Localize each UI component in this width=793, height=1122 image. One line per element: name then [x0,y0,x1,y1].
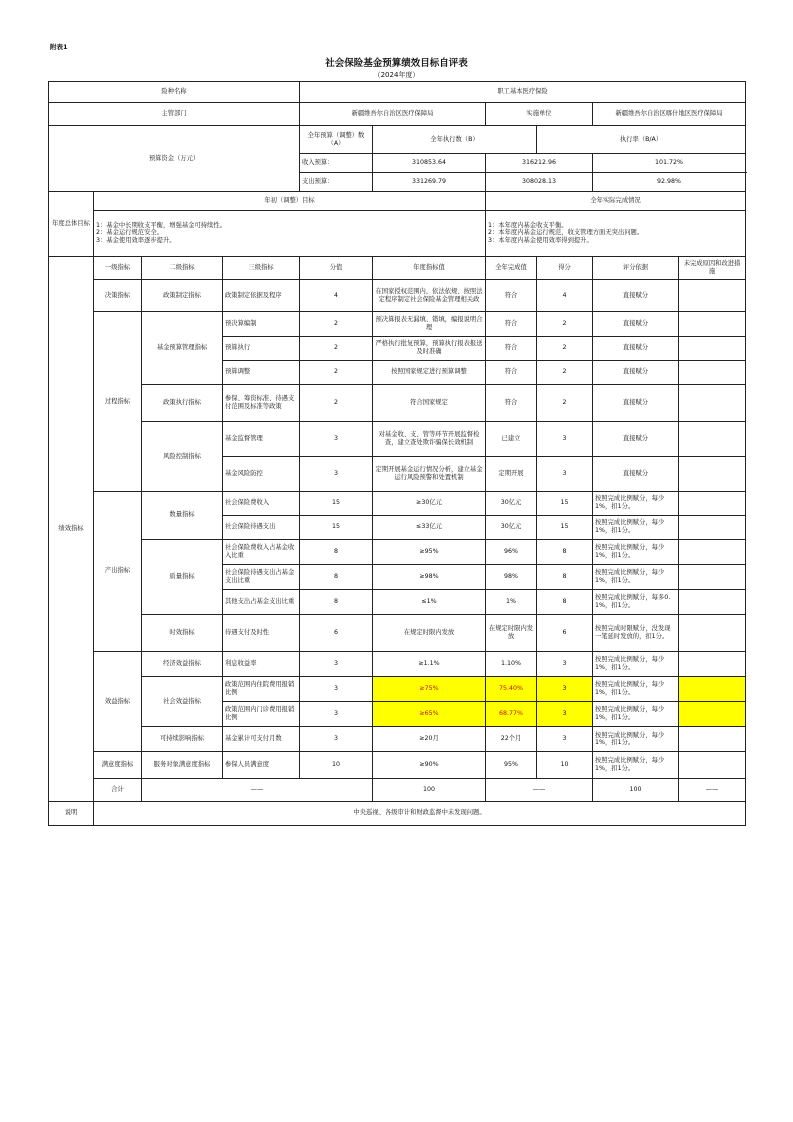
got-cell: 15 [537,491,593,515]
target-cell: 在国家授权范围内，依法依规、按照法定程序制定社会保险基金管理相关政 [373,280,486,312]
total-got: 100 [593,778,679,801]
actual-cell: 符合 [486,336,537,360]
target-cell: 对基金收、支、管等环节开展监督检查，建立查处欺诈骗保长效机制 [373,422,486,457]
score-cell: 8 [300,590,373,615]
reason-cell [679,702,746,727]
target-cell: 严格执行批复预算，预算执行报表报送及时准确 [373,336,486,360]
level3-cell: 社会保险费收入 [223,491,300,515]
score-cell: 3 [300,727,373,752]
got-cell: 15 [537,515,593,539]
unit-label: 实施单位 [486,102,593,125]
actual-cell: 符合 [486,384,537,422]
basis-cell: 按照完成比例赋分，每少1%，扣1分。 [593,651,679,676]
note-text: 中央巡视、各级审计和财政监督中未发现问题。 [94,801,746,825]
level1-output: 产出指标 [94,491,142,651]
target-cell: 在规定时限内发放 [373,615,486,652]
total-dash-right: —— [679,778,746,801]
level3-cell: 预算调整 [223,360,300,384]
level3-cell: 其他支出占基金支出比重 [223,590,300,615]
reason-cell [679,312,746,336]
attachment-label: 附表1 [50,43,68,51]
annual-actual-text: 1：本年度内基金收支平衡。 2：本年度内基金运行规范，收支管理方面无突出问题。 3：本年度内基金使用效率得到提升。 [486,210,746,256]
basis-cell: 直接赋分 [593,280,679,312]
table-row [49,615,746,652]
got-cell: 3 [537,702,593,727]
income-b: 316212.96 [486,154,593,173]
score-cell: 3 [300,651,373,676]
actual-cell: 98% [486,564,537,589]
evaluation-table [48,81,746,826]
score-cell: 15 [300,515,373,539]
reason-cell [679,727,746,752]
basis-cell: 直接赋分 [593,384,679,422]
target-cell: ≥65% [373,702,486,727]
fund-type-row [49,82,746,103]
actual-cell: 30亿元 [486,491,537,515]
score-cell: 4 [300,280,373,312]
got-cell: 3 [537,727,593,752]
reason-cell [679,515,746,539]
level3-cell: 利息收益率 [223,651,300,676]
basis-cell: 直接赋分 [593,360,679,384]
table-row [49,280,746,312]
basis-cell: 直接赋分 [593,457,679,492]
level1-satisfaction: 满意度指标 [94,752,142,778]
got-cell: 10 [537,752,593,778]
target-cell: ≥30亿元 [373,491,486,515]
income-a: 310853.64 [373,154,486,173]
got-cell: 8 [537,564,593,589]
target-cell: 按照国家规定进行预算调整 [373,360,486,384]
actual-cell: 符合 [486,312,537,336]
score-cell: 2 [300,384,373,422]
header-level2: 二级指标 [142,256,223,279]
table-row [49,491,746,515]
target-cell: 预决算报表无漏填、错填，编报说明合理 [373,312,486,336]
income-label: 收入预算： [300,154,373,173]
income-rate: 101.72% [593,154,746,173]
expense-a: 331269.79 [373,173,486,192]
level2-policy-exec: 政策执行指标 [142,384,223,422]
basis-cell: 按照完成比例赋分，每多0.1%，扣1分。 [593,590,679,615]
target-cell: ≥20月 [373,727,486,752]
unit-value: 新疆维吾尔自治区喀什地区医疗保障局 [593,102,746,125]
level3-cell: 社会保险待遇支出占基金支出比重 [223,564,300,589]
dept-label: 主管部门 [49,102,300,125]
score-cell: 8 [300,564,373,589]
basis-cell: 按照完成比例赋分，每少1%，扣1分。 [593,539,679,564]
reason-cell [679,651,746,676]
page-year: （2024年度） [373,71,420,79]
basis-cell: 按照完成比例赋分，每少1%，扣1分。 [593,677,679,702]
got-cell: 4 [537,280,593,312]
table-row [49,752,746,778]
reason-cell [679,539,746,564]
level2-sustain: 可持续影响指标 [142,727,223,752]
table-row [49,422,746,457]
reason-cell [679,384,746,422]
header-basis: 评分依据 [593,256,679,279]
level2-policy-basis: 政策制定指标 [142,280,223,312]
level2-risk: 风险控制指标 [142,422,223,491]
note-label: 说明 [49,801,94,825]
basis-cell: 直接赋分 [593,312,679,336]
expense-label: 支出预算： [300,173,373,192]
actual-cell: 95% [486,752,537,778]
budget-header-row [49,126,746,154]
basis-cell: 按照完成时限赋分，没发现一笔延时发放的，扣1分。 [593,615,679,652]
annual-header-row [49,192,746,211]
level3-cell: 政策制定依据及程序 [223,280,300,312]
level3-cell: 预决算编制 [223,312,300,336]
basis-cell: 按照完成比例赋分，每少1%，扣1分。 [593,752,679,778]
actual-cell: 符合 [486,360,537,384]
actual-cell: 96% [486,539,537,564]
fund-type-value: 职工基本医疗保险 [300,82,746,103]
reason-cell [679,280,746,312]
actual-cell: 1% [486,590,537,615]
reason-cell [679,615,746,652]
target-cell: 定期开展基金运行情况分析，建立基金运行风险预警和处置机制 [373,457,486,492]
target-cell: ≥75% [373,677,486,702]
dept-value: 新疆维吾尔自治区医疗保障局 [300,102,486,125]
expense-b: 308028.13 [486,173,593,192]
score-cell: 6 [300,615,373,652]
basis-cell: 按照完成比例赋分，每少1%，扣1分。 [593,515,679,539]
expense-rate: 92.98% [593,173,746,192]
total-score: 100 [373,778,486,801]
perf-label: 绩效指标 [49,256,94,801]
level3-cell: 政策范围内住院费用报销比例 [223,677,300,702]
table-row [49,677,746,702]
header-target: 年度指标值 [373,256,486,279]
actual-cell: 1.10% [486,651,537,676]
actual-cell: 68.77% [486,702,537,727]
reason-cell [679,590,746,615]
basis-cell: 直接赋分 [593,422,679,457]
budget-col-rate: 执行率（B/A） [537,126,746,154]
reason-cell [679,457,746,492]
score-cell: 3 [300,677,373,702]
level3-cell: 社会保险费收入占基金收入比重 [223,539,300,564]
level2-social: 社会效益指标 [142,677,223,727]
annual-target-text: 1：基金中长期收支平衡，增强基金可持续性。 2：基金运行规范安全。 3：基金使用效率逐步提升。 [94,210,486,256]
score-cell: 3 [300,422,373,457]
level3-cell: 政策范围内门诊费用报销比例 [223,702,300,727]
basis-cell: 按照完成比例赋分，每少1%，扣1分。 [593,727,679,752]
annual-content-row [49,210,746,256]
got-cell: 8 [537,539,593,564]
actual-cell: 已建立 [486,422,537,457]
score-cell: 2 [300,336,373,360]
level2-quantity: 数量指标 [142,491,223,539]
level1-process: 过程指标 [94,312,142,491]
total-row [49,778,746,801]
basis-cell: 直接赋分 [593,336,679,360]
actual-cell: 22个月 [486,727,537,752]
total-dash-mid: —— [486,778,593,801]
score-cell: 8 [300,539,373,564]
annual-actual-header: 全年实际完成情况 [486,192,746,211]
reason-cell [679,336,746,360]
got-cell: 2 [537,360,593,384]
level3-cell: 基金风险防控 [223,457,300,492]
level3-cell: 参保、筹资标准、待遇支付范围及标准等政策 [223,384,300,422]
total-dash-left: —— [142,778,373,801]
header-reason: 未完成原因和改进措施 [679,256,746,279]
reason-cell [679,360,746,384]
actual-cell: 30亿元 [486,515,537,539]
actual-cell: 符合 [486,280,537,312]
level3-cell: 待遇支付及时性 [223,615,300,652]
header-score: 分值 [300,256,373,279]
department-row [49,102,746,125]
level2-economic: 经济效益指标 [142,651,223,676]
actual-cell: 在规定时限内发放 [486,615,537,652]
got-cell: 3 [537,457,593,492]
header-level3: 三级指标 [223,256,300,279]
total-label: 合计 [94,778,142,801]
perf-header-row [49,256,746,279]
got-cell: 2 [537,336,593,360]
got-cell: 6 [537,615,593,652]
level2-budget-mgmt: 基金预算管理指标 [142,312,223,384]
reason-cell [679,752,746,778]
level2-service: 服务对象满意度指标 [142,752,223,778]
got-cell: 3 [537,422,593,457]
target-cell: ≥98% [373,564,486,589]
budget-label: 预算资金（万元） [49,126,300,192]
budget-col-b: 全年执行数（B） [373,126,537,154]
table-row [49,727,746,752]
annual-target-header: 年初（调整）目标 [94,192,486,211]
fund-type-label: 险种名称 [49,82,300,103]
reason-cell [679,564,746,589]
table-row [49,384,746,422]
level2-quality: 质量指标 [142,539,223,614]
table-row [49,539,746,564]
basis-cell: 按照完成比例赋分，每少1%，扣1分。 [593,564,679,589]
level3-cell: 预算执行 [223,336,300,360]
level1-decision: 决策指标 [94,280,142,312]
level3-cell: 社会保险待遇支出 [223,515,300,539]
target-cell: ≥95% [373,539,486,564]
target-cell: ≤33亿元 [373,515,486,539]
note-row [49,801,746,825]
score-cell: 2 [300,312,373,336]
score-cell: 3 [300,702,373,727]
header-actual: 全年完成值 [486,256,537,279]
got-cell: 2 [537,384,593,422]
got-cell: 2 [537,312,593,336]
got-cell: 3 [537,677,593,702]
reason-cell [679,422,746,457]
level1-benefit: 效益指标 [94,651,142,752]
reason-cell [679,677,746,702]
annual-label: 年度总体目标 [49,192,94,257]
header-level1: 一级指标 [94,256,142,279]
target-cell: 符合国家规定 [373,384,486,422]
score-cell: 3 [300,457,373,492]
target-cell: ≥1.1% [373,651,486,676]
score-cell: 2 [300,360,373,384]
budget-col-a: 全年预算（调整）数（A） [300,126,373,154]
target-cell: ≥90% [373,752,486,778]
actual-cell: 定期开展 [486,457,537,492]
table-row [49,312,746,336]
table-row [49,651,746,676]
actual-cell: 75.40% [486,677,537,702]
page-title: 社会保险基金预算绩效目标自评表 [325,58,468,69]
basis-cell: 按照完成比例赋分，每少1%，扣1分。 [593,702,679,727]
level3-cell: 基金监督管理 [223,422,300,457]
header-got: 得分 [537,256,593,279]
got-cell: 8 [537,590,593,615]
level2-timeliness: 时效指标 [142,615,223,652]
level3-cell: 参保人员满意度 [223,752,300,778]
got-cell: 3 [537,651,593,676]
reason-cell [679,491,746,515]
basis-cell: 按照完成比例赋分，每少1%，扣1分。 [593,491,679,515]
target-cell: ≤1% [373,590,486,615]
score-cell: 10 [300,752,373,778]
level3-cell: 基金累计可支付月数 [223,727,300,752]
score-cell: 15 [300,491,373,515]
